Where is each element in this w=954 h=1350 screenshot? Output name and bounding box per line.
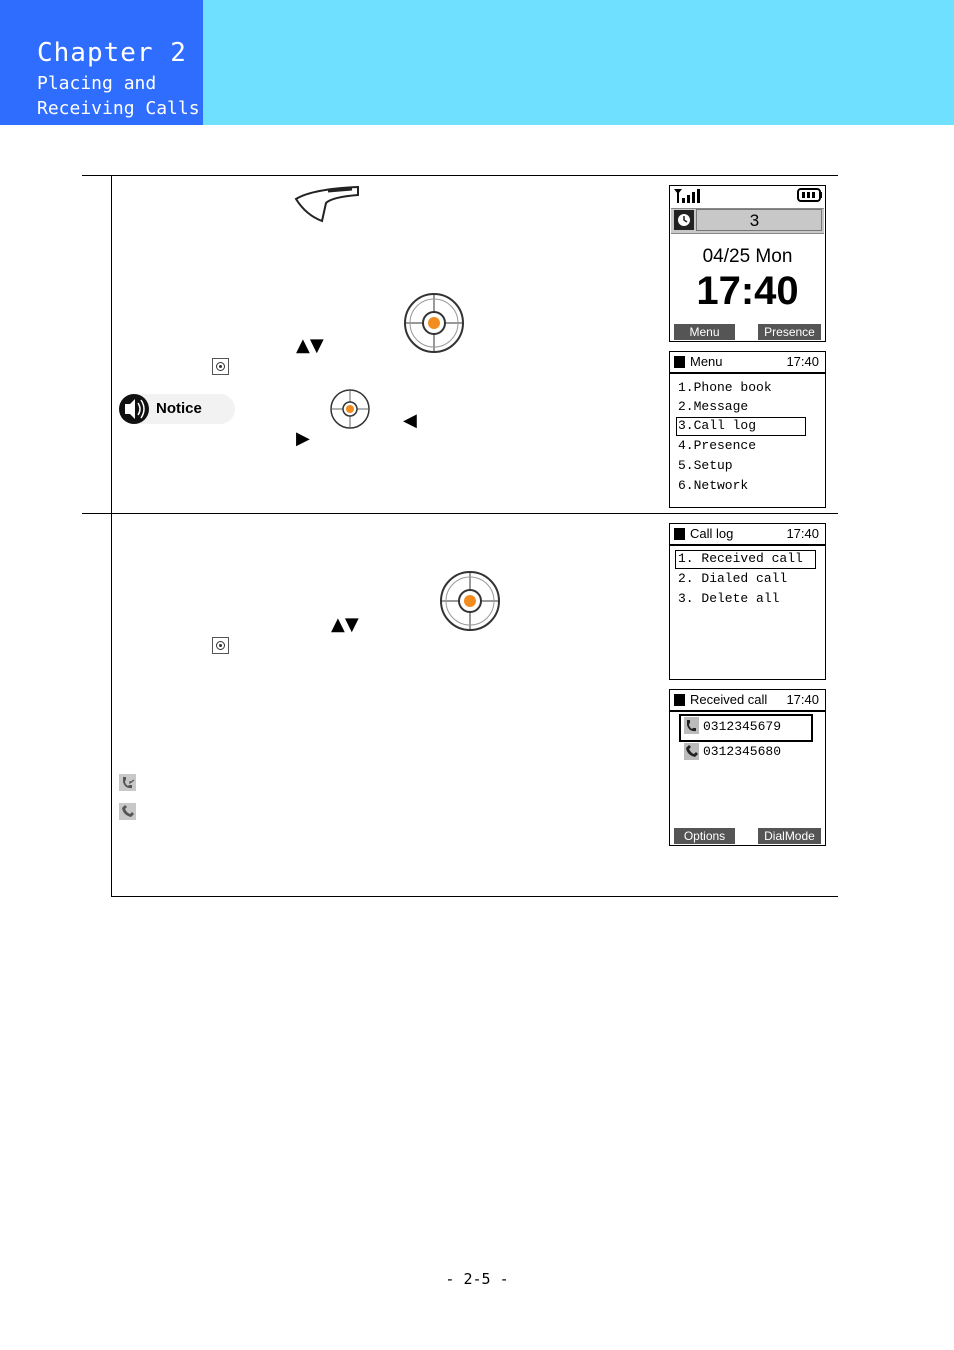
menu-item-network[interactable]: 6.Network <box>678 478 749 493</box>
dialed-call-small-icon <box>684 743 699 760</box>
standby-time: 17:40 <box>696 269 799 313</box>
menu-clock: 17:40 <box>786 354 819 369</box>
navigation-key-icon <box>402 291 466 355</box>
received-number-2[interactable]: 0312345680 <box>703 744 782 759</box>
menu-item-call-log[interactable]: 3.Call log <box>678 418 757 433</box>
call-log-screen <box>669 523 826 680</box>
standby-date: 04/25 Mon <box>702 246 793 267</box>
menu-screen <box>669 351 826 508</box>
call-log-item-received[interactable]: 1. Received call <box>678 551 803 566</box>
page-number: - 2-5 - <box>445 1270 509 1288</box>
standby-screen <box>669 185 826 342</box>
received-call-title-bar <box>670 690 825 712</box>
right-arrow-icon: ▶ <box>296 428 310 449</box>
navigation-key-icon-step2 <box>438 569 502 633</box>
menu-item-setup[interactable]: 5.Setup <box>678 458 733 473</box>
table-bottom-rule <box>111 896 838 897</box>
menu-title: Menu <box>690 354 723 369</box>
call-log-item-delete-all[interactable]: 3. Delete all <box>678 591 780 606</box>
indicator-count: 3 <box>749 211 760 230</box>
up-down-arrow-icon: ▲▼ <box>296 335 324 356</box>
received-number-1[interactable]: 0312345679 <box>703 719 782 734</box>
incoming-call-small-icon <box>684 717 699 734</box>
ok-key-icon-step2 <box>212 637 229 654</box>
call-log-title-bar <box>670 524 825 546</box>
menu-item-message[interactable]: 2.Message <box>678 399 749 414</box>
ok-key-icon <box>212 358 229 375</box>
menu-item-presence[interactable]: 4.Presence <box>678 438 757 453</box>
softkey-options[interactable]: Options <box>674 828 735 844</box>
table-middle-rule <box>82 513 838 514</box>
up-down-arrow-icon-step2: ▲▼ <box>331 614 359 635</box>
received-call-clock: 17:40 <box>786 692 819 707</box>
incoming-call-icon <box>119 774 136 791</box>
received-call-screen <box>669 689 826 846</box>
menu-item-phone-book[interactable]: 1.Phone book <box>678 380 772 395</box>
left-arrow-icon: ◀ <box>403 410 417 431</box>
header-band <box>203 0 954 125</box>
handset-icon <box>292 185 362 225</box>
table-left-rule <box>111 175 112 897</box>
navigation-key-small-icon <box>329 388 371 430</box>
table-top-rule <box>82 175 838 176</box>
signal-strength-icon <box>673 188 707 204</box>
chapter-subtitle-line1: Placing and <box>37 73 157 94</box>
softkey-presence[interactable]: Presence <box>758 324 821 340</box>
call-log-clock: 17:40 <box>786 526 819 541</box>
menu-title-bar <box>670 352 825 374</box>
softkey-dialmode[interactable]: DialMode <box>758 828 821 844</box>
received-call-title: Received call <box>690 692 768 707</box>
chapter-title: Chapter 2 <box>37 38 187 68</box>
call-log-item-dialed[interactable]: 2. Dialed call <box>678 571 788 586</box>
dialed-call-icon <box>119 803 136 820</box>
battery-icon <box>797 188 823 203</box>
notice-label: Notice <box>156 400 202 417</box>
call-log-title: Call log <box>690 526 734 541</box>
softkey-menu[interactable]: Menu <box>674 324 735 340</box>
chapter-subtitle-line2: Receiving Calls <box>37 98 200 119</box>
